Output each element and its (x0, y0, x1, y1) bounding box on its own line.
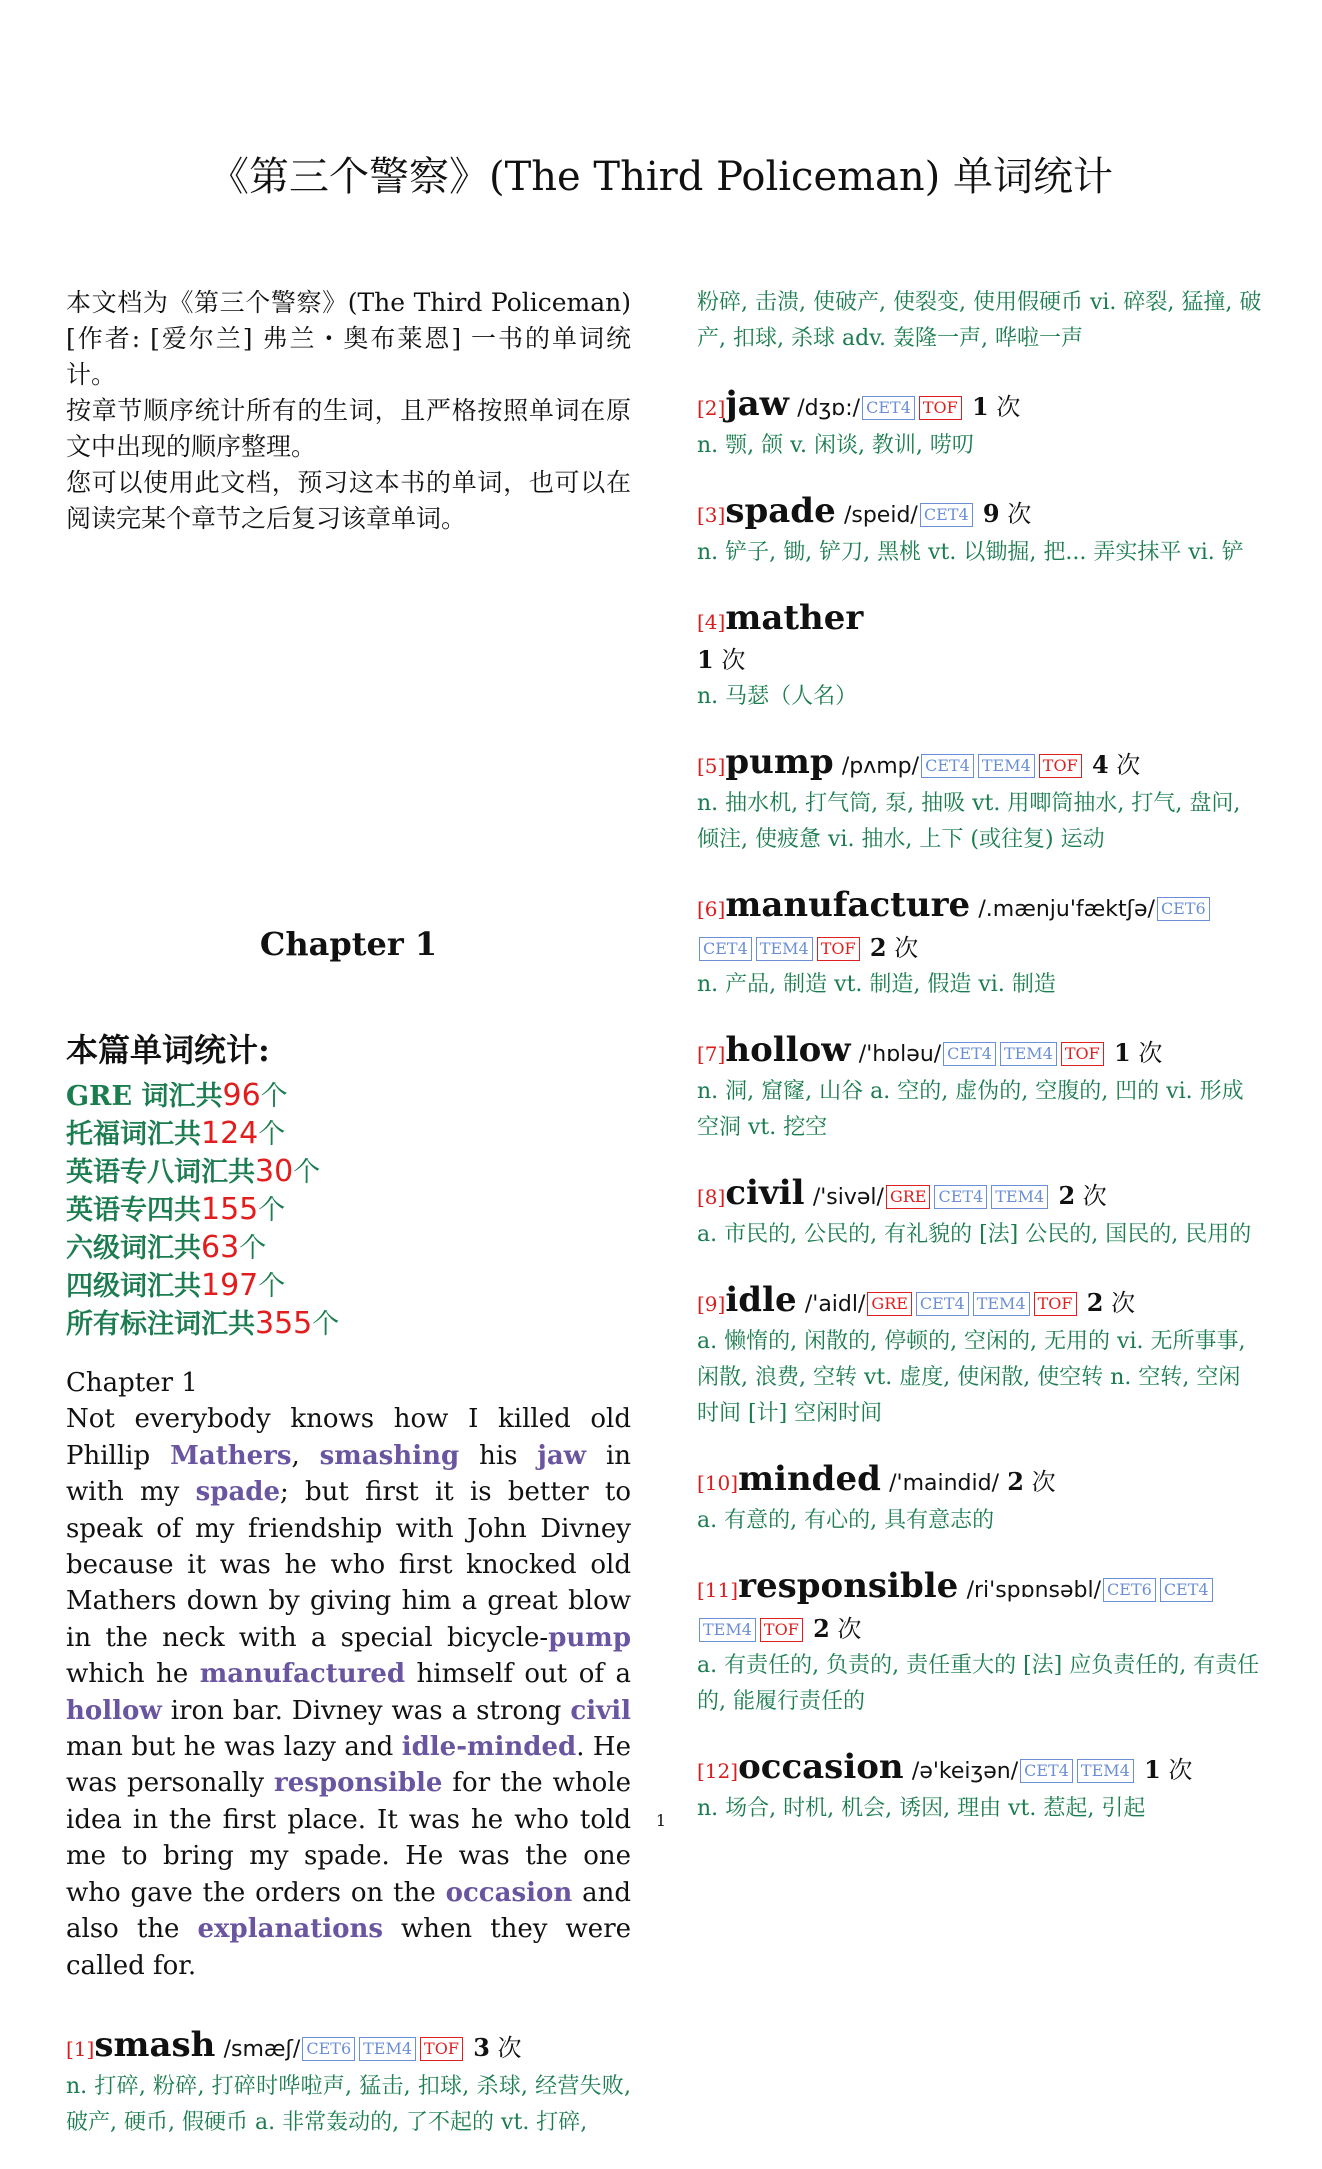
page-number: 1 (655, 1811, 667, 1830)
entry-header (697, 1031, 1262, 1074)
entry-definition: n. 洞, 窟窿, 山谷 a. 空的, 虚伪的, 空腹的, 凹的 vi. 形成空洞 vt. 挖空 (697, 1079, 1244, 1140)
exam-tag: TOF (817, 937, 860, 961)
highlighted-word: pump (548, 1622, 631, 1653)
exam-tag: TEM4 (991, 1185, 1048, 1209)
entry-word: smash (94, 2024, 216, 2065)
entry-definition: a. 有责任的, 负责的, 责任重大的 [法] 应负责任的, 有责任的, 能履行责任的 (697, 1653, 1260, 1714)
entry-definition: n. 场合, 时机, 机会, 诱因, 理由 vt. 惹起, 引起 (697, 1796, 1146, 1821)
entry-header (697, 1567, 1262, 1648)
text-segment: his (459, 1440, 538, 1471)
entry-index: [10] (697, 1471, 739, 1495)
entry-definition: n. 产品, 制造 vt. 制造, 假造 vi. 制造 (697, 972, 1056, 997)
entry-header (697, 1460, 1262, 1503)
stat-label: 托福词汇共 (66, 1119, 201, 1150)
entry-word: manufacture (725, 885, 971, 925)
entry-phonetic: /'aidl/ (804, 1292, 866, 1317)
text-segment: for the whole idea in the first place. It was he who told me to bring my spade. He was the one who gave the orders on the (66, 1768, 631, 1908)
entry-phonetic: /smæʃ/ (223, 2036, 301, 2062)
entry-index: [8] (697, 1185, 726, 1209)
exam-tag: TEM4 (1000, 1042, 1057, 1066)
stat-row (66, 1267, 631, 1305)
entry-count: 9 次 (982, 499, 1032, 528)
entry-count: 2 次 (813, 1614, 862, 1643)
stat-row (66, 1229, 631, 1267)
entry-index: [7] (697, 1042, 726, 1066)
exam-tag: CET4 (943, 1042, 996, 1066)
stat-label: 所有标注词汇共 (66, 1309, 255, 1340)
exam-tag: TEM4 (973, 1292, 1030, 1316)
vocab-entry (697, 1460, 1262, 1539)
entry-header (697, 1281, 1262, 1324)
entry-phonetic: /pʌmp/ (841, 754, 920, 779)
stat-label: 英语专八词汇共 (66, 1157, 255, 1188)
exam-tag: TOF (760, 1618, 803, 1642)
entry-header (697, 599, 1262, 641)
exam-tag: TOF (1061, 1042, 1104, 1066)
stat-row (66, 1305, 631, 1343)
entry-phonetic: /.mænju'fæktʃə/ (978, 897, 1155, 922)
highlighted-word: manufactured (199, 1659, 406, 1690)
page-title: 《第三个警察》(The Third Policeman) 单词统计 (208, 154, 1113, 200)
entry-header (697, 1174, 1262, 1217)
entry-word: mather (725, 598, 864, 638)
chapter-heading: Chapter 1 (259, 925, 438, 963)
highlighted-word: responsible (274, 1768, 443, 1799)
exam-tag: CET4 (1020, 1759, 1073, 1783)
entry-index: [11] (697, 1578, 739, 1602)
stat-count: 355 (255, 1306, 313, 1341)
entry-index: [2] (697, 396, 726, 420)
exam-tag: CET4 (1160, 1578, 1213, 1602)
entry-word: spade (725, 491, 836, 531)
stat-count: 30 (255, 1154, 294, 1189)
intro-line-3: 您可以使用此文档，预习这本书的单词，也可以在阅读完某个章节之后复习该章单词。 (66, 468, 631, 533)
vocab-entry (697, 743, 1262, 858)
stat-unit: 个 (260, 1081, 288, 1112)
highlighted-word: occasion (445, 1877, 573, 1908)
entry-phonetic: /'maindid/ (889, 1471, 1000, 1496)
exam-tag: CET4 (699, 937, 752, 961)
entry-word: pump (725, 742, 834, 782)
highlighted-word: idle-minded (401, 1732, 577, 1763)
entry-index: [9] (697, 1292, 726, 1316)
vocab-entry (697, 1174, 1262, 1253)
entry-phonetic: /dʒɒ:/ (797, 396, 861, 421)
entry-word: minded (738, 1459, 881, 1499)
exam-tag: CET4 (862, 396, 915, 420)
stat-unit: 个 (258, 1195, 286, 1226)
entry-word: responsible (738, 1566, 959, 1606)
highlighted-word: Mathers (170, 1440, 292, 1471)
entry-count: 1 次 (1114, 1038, 1163, 1067)
text-segment: in with my (66, 1440, 632, 1508)
stat-unit: 个 (258, 1271, 286, 1302)
text-segment: man but he was lazy and (66, 1732, 402, 1763)
stat-unit: 个 (258, 1119, 286, 1150)
exam-tag: CET6 (302, 2037, 355, 2061)
entry-index: [1] (66, 2036, 95, 2061)
highlighted-word: smashing (319, 1440, 460, 1471)
exam-tag: CET4 (921, 754, 974, 778)
entry-header (66, 2026, 631, 2069)
entry-word: occasion (738, 1747, 904, 1787)
exam-tag: TOF (420, 2037, 463, 2061)
text-segment: Not everybody knows how I killed old Phillip (66, 1404, 631, 1471)
vocab-entry (697, 1567, 1262, 1720)
entry-definition: a. 市民的, 公民的, 有礼貌的 [法] 公民的, 国民的, 民用的 (697, 1222, 1252, 1247)
exam-tag: TOF (919, 396, 962, 420)
left-column (66, 285, 632, 2135)
stat-count: 96 (222, 1078, 261, 1113)
stat-row (66, 1191, 631, 1229)
entry-word: hollow (725, 1030, 851, 1070)
highlighted-word: jaw (537, 1440, 587, 1471)
stat-label: GRE 词汇共 (66, 1081, 223, 1112)
stat-row (66, 1153, 631, 1191)
entry-index: [3] (697, 503, 726, 527)
stat-label: 英语专四共 (66, 1195, 201, 1226)
chapter-text (66, 1365, 631, 2169)
exam-tag: TOF (1034, 1292, 1077, 1316)
entry-definition: n. 抽水机, 打气筒, 泵, 抽吸 vt. 用唧筒抽水, 打气, 盘问, 倾注, 使疲惫 vi. 抽水, 上下 (或往复) 运动 (697, 791, 1241, 852)
exam-tag: GRE (886, 1185, 931, 1209)
entry-definition: n. 颚, 颌 v. 闲谈, 教训, 唠叨 (697, 433, 974, 458)
stats-title: 本篇单词统计: (66, 1031, 270, 1069)
entry-count: 1 次 (1144, 1755, 1193, 1784)
vocab-entry (697, 886, 1262, 1003)
exam-tag: TOF (1039, 754, 1082, 778)
entry-definition: n. 铲子, 锄, 铲刀, 黑桃 vt. 以锄掘, 把... 弄实抹平 vi. 铲 (697, 540, 1244, 565)
text-segment: . He was personally (66, 1732, 631, 1799)
exam-tag: GRE (867, 1292, 912, 1316)
stat-label: 四级词汇共 (66, 1271, 201, 1302)
vocab-entry (697, 1031, 1262, 1146)
entry-definition: a. 有意的, 有心的, 具有意志的 (697, 1508, 995, 1533)
text-segment: , (291, 1440, 320, 1471)
exam-tag: CET6 (1157, 897, 1210, 921)
entry-definition: n. 马瑟（人名） (697, 684, 858, 709)
entry-header (697, 492, 1262, 535)
intro-line-1: 本文档为《第三个警察》(The Third Policeman)[作者: [爱尔兰] 弗兰・奥布莱恩] 一书的单词统计。 (66, 288, 631, 389)
entry-count: 2 次 (1007, 1467, 1056, 1496)
highlighted-word: civil (570, 1695, 631, 1726)
entry-definition: a. 懒惰的, 闲散的, 停顿的, 空闲的, 无用的 vi. 无所事事, 闲散, 浪费, 空转 vt. 虚度, 使闲散, 使空转 n. 空转, 空闲时间 [计] 空闲时间 (697, 1329, 1246, 1426)
entry-header (697, 1748, 1262, 1791)
intro (66, 285, 631, 537)
stat-row (66, 1077, 631, 1115)
entry-count: 2 次 (1058, 1181, 1107, 1210)
entry-word: idle (725, 1280, 797, 1320)
stat-count: 155 (201, 1192, 259, 1227)
stats-panel (66, 1025, 631, 1343)
exam-tag: TEM4 (978, 754, 1035, 778)
text-segment: iron bar. Divney was a strong (161, 1695, 571, 1726)
highlighted-word: explanations (197, 1914, 383, 1945)
text-segment: and also the (66, 1877, 632, 1945)
highlighted-word: hollow (66, 1695, 162, 1726)
vocab-entry (697, 599, 1262, 715)
text-segment: himself out of a (405, 1659, 631, 1690)
intro-line-2: 按章节顺序统计所有的生词，且严格按照单词在原文中出现的顺序整理。 (66, 396, 631, 461)
entry-count: 2 次 (1086, 1288, 1136, 1317)
entry-index: [12] (697, 1759, 739, 1783)
exam-tag: TEM4 (756, 937, 813, 961)
entry-phonetic: /ri'spɒnsəbl/ (966, 1578, 1102, 1603)
text-segment: ; but first it is better to speak of my friendship with John Divney because it was he who first knocked old Mathers down by giving him a great blow in the neck with a special bicycle- (66, 1477, 631, 1653)
entry-continuation: 粉碎, 击溃, 使破产, 使裂变, 使用假硬币 vi. 碎裂, 猛撞, 破产, 扣球, 杀球 adv. 轰隆一声, 哗啦一声 (697, 290, 1262, 351)
stat-count: 124 (201, 1116, 259, 1151)
entry-count: 1 次 (972, 392, 1021, 421)
entry-word: jaw (725, 384, 789, 424)
entry-index: [4] (697, 610, 726, 634)
vocab-entry (66, 2026, 631, 2141)
entry-phonetic: /ə'keiʒən/ (911, 1759, 1019, 1784)
stat-count: 197 (201, 1268, 259, 1303)
text-segment: which he (66, 1659, 200, 1690)
entry-word: civil (725, 1173, 805, 1213)
stat-unit: 个 (239, 1233, 267, 1264)
entry-definition: n. 打碎, 粉碎, 打碎时哗啦声, 猛击, 扣球, 杀球, 经营失败, 破产, 硬币, 假硬币 a. 非常轰动的, 了不起的 vt. 打碎, (66, 2073, 631, 2135)
vocab-entry (697, 1281, 1262, 1432)
exam-tag: CET4 (916, 1292, 969, 1316)
entry-phonetic: /'sivəl/ (812, 1185, 884, 1210)
stat-row (66, 1115, 631, 1153)
entry-count: 3 次 (473, 2032, 522, 2062)
entry-count: 4 次 (1091, 750, 1141, 779)
entry-count: 1 次 (697, 645, 746, 674)
exam-tag: CET4 (934, 1185, 987, 1209)
entry-phonetic: /'hɒləu/ (858, 1042, 942, 1067)
exam-tag: CET6 (1103, 1578, 1156, 1602)
entry-header (697, 385, 1262, 428)
right-column (697, 285, 1262, 1855)
stat-unit: 个 (312, 1309, 340, 1340)
chapter-text-body (66, 1401, 631, 1984)
highlighted-word: spade (195, 1477, 281, 1508)
chapter-text-heading: Chapter 1 (66, 1368, 198, 1398)
stat-count: 63 (201, 1230, 240, 1265)
entry-count-line (697, 641, 1262, 679)
vocab-entry (697, 492, 1262, 571)
exam-tag: TEM4 (699, 1618, 756, 1642)
entry-header (697, 743, 1262, 786)
entry-index: [5] (697, 754, 726, 778)
exam-tag: TEM4 (359, 2037, 416, 2061)
exam-tag: CET4 (920, 503, 973, 527)
text-segment: when they were called for. (66, 1914, 632, 1981)
entry-index: [6] (697, 897, 726, 921)
stat-unit: 个 (293, 1157, 321, 1188)
entry-phonetic: /speid/ (843, 503, 918, 528)
entry-header (697, 886, 1262, 967)
exam-tag: TEM4 (1077, 1759, 1134, 1783)
stat-label: 六级词汇共 (66, 1233, 201, 1264)
entry-count: 2 次 (869, 933, 919, 962)
vocab-entry (697, 385, 1262, 464)
